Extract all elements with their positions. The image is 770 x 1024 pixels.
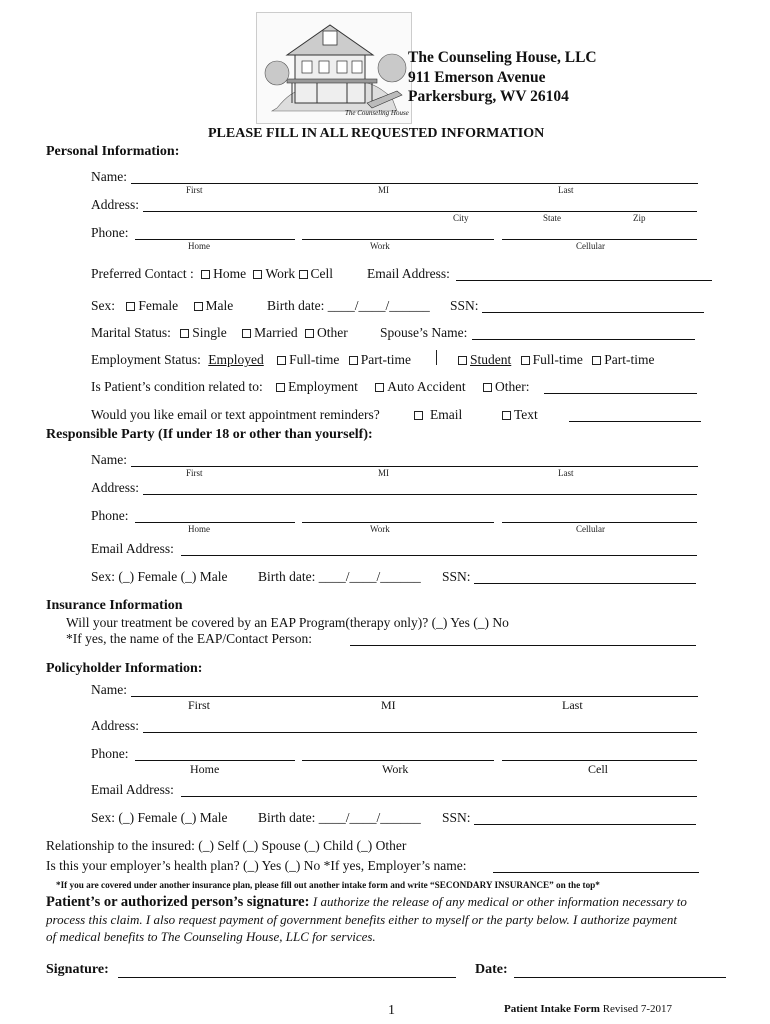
cond-employment-label: Employment	[288, 379, 358, 394]
marital-row	[91, 325, 348, 341]
sub-cellular: Cellular	[576, 241, 605, 251]
sex-label: Sex:	[91, 298, 116, 313]
relationship-question[interactable]: Relationship to the insured: (_) Self (_) Spouse (_) Child (_) Other	[46, 838, 407, 853]
resp-address-label: Address:	[91, 480, 139, 495]
house-logo	[256, 12, 412, 124]
authorization-label: Patient’s or authorized person’s signature:	[46, 894, 310, 910]
ph-sub-first: First	[188, 698, 211, 712]
ph-ssn-label: SSN:	[442, 810, 471, 825]
resp-ssn-label: SSN:	[442, 569, 471, 584]
reminder-text-field[interactable]	[569, 421, 701, 422]
cond-other-checkbox[interactable]	[483, 383, 492, 392]
sex-female-checkbox[interactable]	[126, 302, 135, 311]
form-footer	[504, 1003, 672, 1015]
contact-home-checkbox[interactable]	[201, 270, 210, 279]
resp-name-label: Name:	[91, 452, 127, 467]
ph-sex[interactable]: Sex: (_) Female (_) Male	[91, 810, 228, 825]
student-fulltime-label: Full-time	[532, 352, 583, 367]
phone-label: Phone:	[91, 225, 129, 240]
resp-sub-mi: MI	[378, 468, 389, 478]
ph-sub-last: Last	[562, 698, 583, 712]
ph-sub-mi: MI	[381, 698, 396, 712]
employment-label: Employment Status:	[91, 352, 201, 367]
marital-married-checkbox[interactable]	[242, 329, 251, 338]
ph-birth-date[interactable]: Birth date: ____/____/______	[258, 810, 421, 825]
policyholder-heading: Policyholder Information:	[46, 661, 203, 676]
student-row	[458, 352, 655, 368]
phone-cell-field[interactable]	[502, 239, 697, 240]
resp-name-field[interactable]	[131, 466, 698, 467]
cond-employment-checkbox[interactable]	[276, 383, 285, 392]
name-label: Name:	[91, 169, 127, 184]
student-checkbox[interactable]	[458, 356, 467, 365]
responsible-heading: Responsible Party (If under 18 or other than yourself):	[46, 427, 373, 442]
eap-contact-field[interactable]	[350, 645, 696, 646]
form-footer-revised: Revised 7-2017	[602, 1003, 673, 1015]
marital-single-checkbox[interactable]	[180, 329, 189, 338]
ph-phone-home-field[interactable]	[135, 760, 295, 761]
marital-married-label: Married	[254, 325, 298, 340]
emp-parttime-checkbox[interactable]	[349, 356, 358, 365]
resp-phone-home-field[interactable]	[135, 522, 295, 523]
sub-mi: MI	[378, 185, 389, 195]
condition-row	[91, 379, 529, 395]
reminder-email-option	[414, 407, 462, 423]
address-field[interactable]	[143, 211, 697, 212]
insurance-heading: Insurance Information	[46, 598, 183, 613]
page-number: 1	[388, 1003, 395, 1018]
resp-sex[interactable]: Sex: (_) Female (_) Male	[91, 569, 228, 584]
student-parttime-label: Part-time	[604, 352, 655, 367]
ssn-label: SSN:	[450, 298, 479, 313]
sex-male-label: Male	[205, 298, 234, 313]
sub-work: Work	[370, 241, 390, 251]
preferred-contact-row	[91, 266, 333, 282]
ph-email-label: Email Address:	[91, 782, 174, 797]
resp-phone-cell-field[interactable]	[502, 522, 697, 523]
org-name: The Counseling House, LLC	[408, 49, 597, 66]
form-footer-name: Patient Intake Form	[504, 1003, 600, 1015]
resp-sub-last: Last	[558, 468, 574, 478]
date-field[interactable]	[514, 977, 726, 978]
employment-divider	[436, 350, 437, 365]
student-fulltime-checkbox[interactable]	[521, 356, 530, 365]
ph-name-field[interactable]	[131, 696, 698, 697]
ph-ssn-field[interactable]	[474, 824, 696, 825]
eap-contact-label: *If yes, the name of the EAP/Contact Person:	[66, 631, 312, 646]
ph-sub-home: Home	[190, 762, 220, 776]
contact-cell-label: Cell	[310, 266, 334, 281]
contact-work-label: Work	[265, 266, 296, 281]
reminders-label: Would you like email or text appointment reminders?	[91, 407, 380, 422]
birth-date[interactable]: Birth date: ____/____/______	[267, 298, 430, 313]
ph-address-field[interactable]	[143, 732, 697, 733]
cond-other-label: Other:	[494, 379, 530, 394]
personal-heading: Personal Information:	[46, 144, 180, 159]
authorization-text2: process this claim. I also request payment of government benefits either to myself or the party below. I authorize payment	[46, 912, 677, 927]
student-label: Student	[470, 352, 512, 367]
ph-name-label: Name:	[91, 682, 127, 697]
sex-row	[91, 298, 233, 314]
authorization-line1	[46, 894, 687, 911]
sub-zip: Zip	[633, 213, 646, 223]
sub-state: State	[543, 213, 561, 223]
resp-sub-first: First	[186, 468, 203, 478]
ph-email-field[interactable]	[181, 796, 697, 797]
resp-email-label: Email Address:	[91, 541, 174, 556]
resp-sub-home: Home	[188, 524, 210, 534]
date-label: Date:	[475, 962, 508, 977]
secondary-insurance-note: *If you are covered under another insurance plan, please fill out another intake form and write “SECONDARY INSURANCE” on the top*	[56, 880, 600, 890]
eap-question[interactable]: Will your treatment be covered by an EAP Program(therapy only)? (_) Yes (_) No	[66, 615, 509, 630]
ph-phone-label: Phone:	[91, 746, 129, 761]
resp-sub-work: Work	[370, 524, 390, 534]
reminder-text-option	[502, 407, 538, 423]
contact-work-checkbox[interactable]	[253, 270, 262, 279]
emp-parttime-label: Part-time	[360, 352, 411, 367]
reminder-email-checkbox[interactable]	[414, 411, 423, 420]
ph-phone-cell-field[interactable]	[502, 760, 697, 761]
name-field[interactable]	[131, 183, 698, 184]
cond-auto-label: Auto Accident	[387, 379, 466, 394]
ph-sub-cell: Cell	[588, 762, 608, 776]
authorization-text3: of medical benefits to The Counseling House, LLC for services.	[46, 929, 376, 944]
employment-row	[91, 352, 411, 368]
signature-field[interactable]	[118, 977, 456, 978]
sub-first: First	[186, 185, 203, 195]
sex-female-label: Female	[138, 298, 179, 313]
authorization-text1: I authorize the release of any medical or other information necessary to	[312, 894, 687, 909]
org-city: Parkersburg, WV 26104	[408, 88, 569, 105]
employer-name-field[interactable]	[493, 872, 699, 873]
resp-phone-label: Phone:	[91, 508, 129, 523]
marital-other-checkbox[interactable]	[305, 329, 314, 338]
employed-label: Employed	[208, 352, 264, 367]
condition-label: Is Patient’s condition related to:	[91, 379, 263, 394]
emp-fulltime-label: Full-time	[289, 352, 340, 367]
sub-last: Last	[558, 185, 574, 195]
ssn-field[interactable]	[482, 312, 704, 313]
resp-email-field[interactable]	[181, 555, 697, 556]
contact-home-label: Home	[213, 266, 247, 281]
cond-auto-checkbox[interactable]	[375, 383, 384, 392]
org-street: 911 Emerson Avenue	[408, 69, 546, 86]
resp-birth-date[interactable]: Birth date: ____/____/______	[258, 569, 421, 584]
house-illustration	[257, 13, 411, 123]
cond-other-field[interactable]	[544, 393, 697, 394]
form-instruction: PLEASE FILL IN ALL REQUESTED INFORMATION	[208, 126, 545, 141]
ph-phone-work-field[interactable]	[302, 760, 494, 761]
phone-work-field[interactable]	[302, 239, 494, 240]
student-parttime-checkbox[interactable]	[592, 356, 601, 365]
ph-address-label: Address:	[91, 718, 139, 733]
signature-label: Signature:	[46, 962, 109, 977]
logo-caption: The Counseling House	[345, 109, 409, 117]
address-label: Address:	[91, 197, 139, 212]
ph-sub-work: Work	[382, 762, 409, 776]
spouse-field[interactable]	[472, 339, 695, 340]
sex-male-checkbox[interactable]	[194, 302, 203, 311]
email-field[interactable]	[456, 280, 712, 281]
preferred-contact-label: Preferred Contact :	[91, 266, 194, 281]
reminder-text-label: Text	[514, 407, 538, 422]
sub-city: City	[453, 213, 469, 223]
resp-sub-cellular: Cellular	[576, 524, 605, 534]
email-label: Email Address:	[367, 266, 450, 281]
marital-label: Marital Status:	[91, 325, 171, 340]
resp-phone-work-field[interactable]	[302, 522, 494, 523]
emp-fulltime-checkbox[interactable]	[277, 356, 286, 365]
resp-ssn-field[interactable]	[474, 583, 696, 584]
spouse-label: Spouse’s Name:	[380, 325, 468, 340]
phone-home-field[interactable]	[135, 239, 295, 240]
marital-single-label: Single	[192, 325, 227, 340]
sub-home: Home	[188, 241, 210, 251]
reminder-email-label: Email	[430, 407, 463, 422]
reminder-text-checkbox[interactable]	[502, 411, 511, 420]
employer-plan-question[interactable]: Is this your employer’s health plan? (_) Yes (_) No *If yes, Employer’s name:	[46, 858, 467, 873]
marital-other-label: Other	[317, 325, 348, 340]
contact-cell-checkbox[interactable]	[299, 270, 308, 279]
resp-address-field[interactable]	[143, 494, 697, 495]
